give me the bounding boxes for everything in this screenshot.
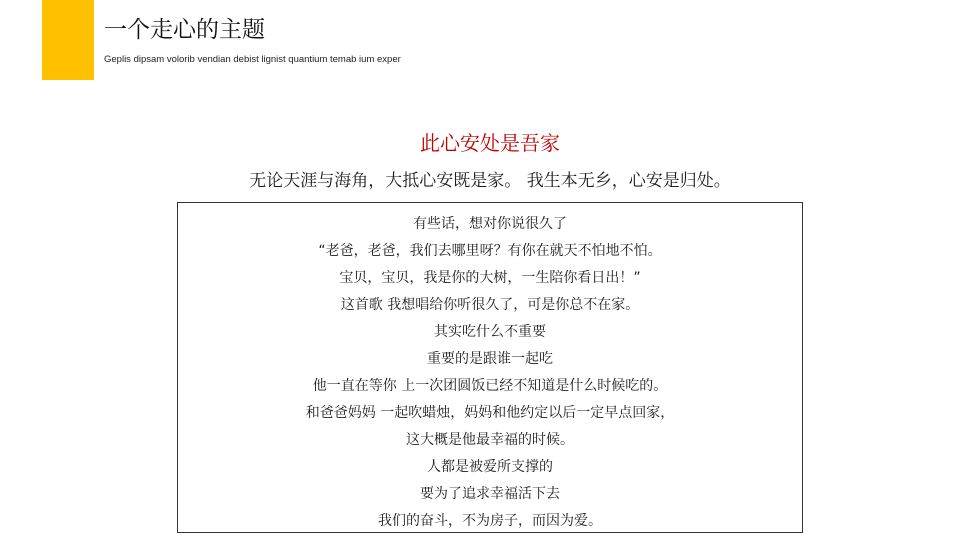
slide-title: 一个走心的主题	[104, 17, 265, 43]
poem-line: 这大概是他最幸福的时候。	[406, 432, 574, 448]
poem-line: 人都是被爱所支撑的	[427, 459, 553, 475]
poem-box	[177, 202, 803, 533]
section-lead: 无论天涯与海角，大抵心安既是家。 我生本无乡，心安是归处。	[249, 171, 731, 191]
poem-line: 他一直在等你 上一次团圆饭已经不知道是什么时候吃的。	[312, 378, 668, 394]
poem-line: 重要的是跟谁一起吃	[427, 351, 553, 367]
poem-line: “老爸，老爸，我们去哪里呀？有你在就天不怕地不怕。	[318, 243, 662, 259]
accent-block	[42, 0, 94, 80]
poem-line: 这首歌 我想唱给你听很久了，可是你总不在家。	[340, 297, 640, 313]
poem-line: 我们的奋斗，不为房子，而因为爱。	[378, 513, 602, 529]
poem-line: 宝贝，宝贝，我是你的大树，一生陪你看日出！”	[339, 270, 641, 286]
poem-lines	[178, 211, 802, 535]
poem-line: 有些话，想对你说很久了	[413, 216, 567, 232]
section-heading: 此心安处是吾家	[420, 131, 560, 155]
poem-line: 要为了追求幸福活下去	[420, 486, 560, 502]
poem-line: 其实吃什么不重要	[434, 324, 546, 340]
slide-subtitle: Geplis dipsam volorib vendian debist lignist quantium temab ium exper	[104, 54, 401, 65]
poem-line: 和爸爸妈妈 一起吹蜡烛，妈妈和他约定以后一定早点回家，	[305, 405, 675, 421]
